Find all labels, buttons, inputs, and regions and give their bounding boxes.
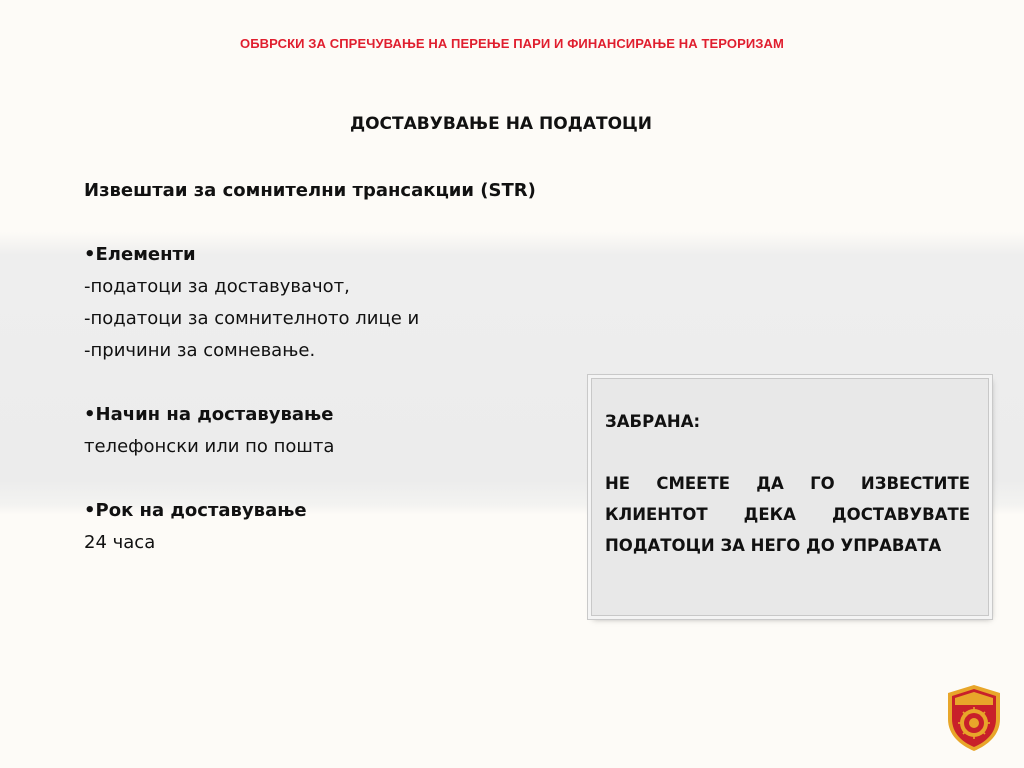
list-item: -податоци за сомнителното лице и bbox=[84, 308, 420, 329]
warning-box bbox=[591, 378, 989, 616]
subtitle: Извештаи за сомнителни трансакции (STR) bbox=[84, 180, 536, 201]
list-item: -податоци за доставувачот, bbox=[84, 276, 350, 297]
list-item: 24 часа bbox=[84, 532, 156, 553]
spacer bbox=[605, 437, 970, 468]
section-heading-elements: •Елементи bbox=[84, 244, 196, 265]
warning-title: ЗАБРАНА: bbox=[605, 412, 701, 431]
list-item: телефонски или по пошта bbox=[84, 436, 335, 457]
section-heading-delivery-method: •Начин на доставување bbox=[84, 404, 334, 425]
list-item: -причини за сомневање. bbox=[84, 340, 316, 361]
content-body bbox=[84, 175, 564, 559]
shield-emblem-icon bbox=[944, 683, 1004, 753]
spacer bbox=[84, 463, 564, 495]
spacer bbox=[84, 367, 564, 399]
page-title: ДОСТАВУВАЊЕ НА ПОДАТОЦИ bbox=[349, 114, 653, 134]
warning-text: НЕ СМЕЕТЕ ДА ГО ИЗВЕСТИТЕ КЛИЕНТОТ ДЕКА ДОСТАВУВАТЕ ПОДАТОЦИ ЗА НЕГО ДО УПРАВАТА bbox=[605, 474, 970, 555]
warning-content bbox=[605, 406, 970, 561]
header-title: ОБВРСКИ ЗА СПРЕЧУВАЊЕ НА ПЕРЕЊЕ ПАРИ И ФИНАНСИРАЊЕ НА ТЕРОРИЗАМ bbox=[240, 36, 784, 51]
section-heading-deadline: •Рок на доставување bbox=[84, 500, 307, 521]
spacer bbox=[84, 207, 564, 239]
